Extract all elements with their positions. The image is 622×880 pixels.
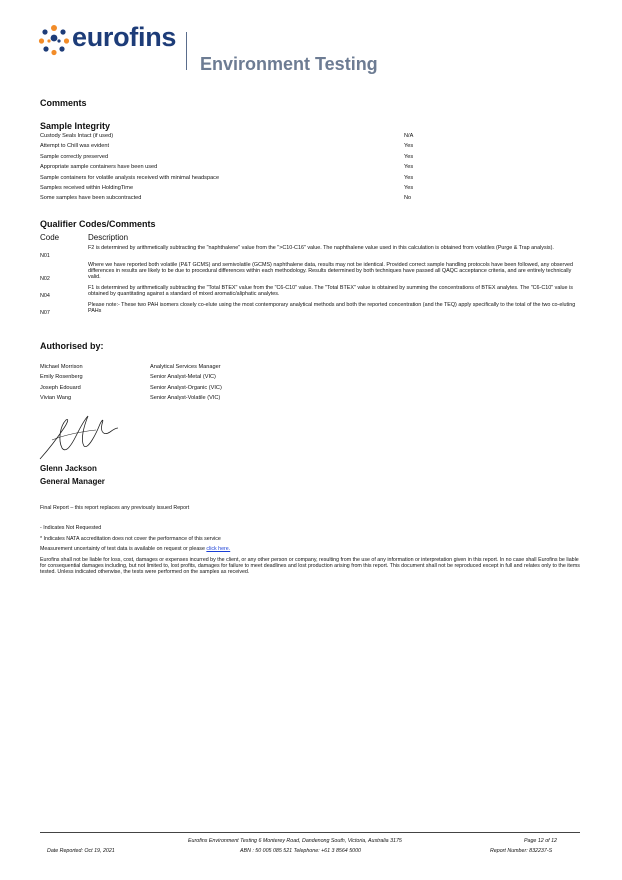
- table-row: [40, 154, 580, 164]
- not-requested-note: - Indicates Not Requested: [40, 525, 102, 531]
- signer-name: Glenn Jackson: [40, 464, 97, 473]
- uncertainty-text: Measurement uncertainty of test data is available on request or please: [40, 546, 205, 552]
- table-row: [40, 302, 580, 316]
- person-title: Senior Analyst-Organic (VIC): [150, 384, 222, 391]
- list-item: [40, 385, 340, 395]
- person-name: Vivian Wang: [40, 394, 72, 401]
- list-item: [40, 395, 340, 405]
- integrity-value: Yes: [404, 184, 414, 191]
- logo-divider: [186, 32, 187, 70]
- authorised-heading: Authorised by:: [40, 341, 104, 351]
- footer-divider: [40, 832, 580, 833]
- table-row: [40, 262, 580, 282]
- list-item: [40, 374, 340, 384]
- person-name: Michael Morrison: [40, 364, 83, 370]
- table-row: [40, 164, 580, 174]
- code-column-header: Code: [40, 233, 60, 242]
- eurofins-logo-dots: [38, 24, 70, 56]
- signature-image: [38, 410, 120, 462]
- qualifier-code: N01: [40, 253, 50, 259]
- table-row: [40, 185, 580, 195]
- integrity-label: Sample correctly preserved: [40, 153, 109, 160]
- table-row: [40, 245, 580, 259]
- qualifier-code: N07: [40, 310, 50, 316]
- qualifier-description: F2 is determined by arithmetically subtracting the "naphthalene" value from the ">C10-C16" value. The naphthalene value used in this calculation is obtained from volatiles (Purge & Trap analysis).: [88, 245, 554, 251]
- integrity-label: Samples received within HoldingTime: [40, 184, 134, 191]
- qualifier-code: N02: [40, 276, 50, 282]
- qualifier-description: Where we have reported both volatile (P&T GCMS) and semivolatile (GCMS) naphthalene data, results may not be identical. Provided correct sample handling protocols have been followed, any observed differences in results are likely to be due to procedural differences within each methodology. Results determined by both techniques have passed all QAQC acceptance criteria, and are entirely technically valid.: [88, 262, 574, 280]
- person-title: Analytical Services Manager: [150, 364, 221, 370]
- authorised-list: [40, 364, 340, 405]
- person-name: Emily Rosenberg: [40, 374, 83, 381]
- qualifier-heading: Qualifier Codes/Comments: [40, 219, 156, 229]
- sample-integrity-heading: Sample Integrity: [40, 121, 111, 131]
- integrity-value: Yes: [404, 153, 414, 160]
- signer-title: General Manager: [40, 477, 105, 486]
- footer-abn: ABN : 50 005 085 521 Telephone: +61 3 8564 5000: [240, 848, 362, 854]
- qualifier-code: N04: [40, 293, 50, 299]
- table-row: [40, 133, 580, 143]
- integrity-label: Sample containers for volatile analysis received with minimal headspace: [40, 174, 220, 181]
- footer-report-number: Report Number: 832237-S: [490, 848, 553, 854]
- disclaimer: Eurofins shall not be liable for loss, cost, damages or expenses incurred by the client, or any other person or company, resulting from the use of any information or interpretation given in this report. In no case shall Eurofins be liable for consequential damages including, but not limited to, lost profits, damages for failure to meet deadlines and lost production arising from this report. This document shall not be reproduced except in full and relates only to the items tested. Unless indicated otherwise, the tests were performed on the samples as received.: [40, 557, 580, 575]
- person-title: Senior Analyst-Volatile (VIC): [150, 394, 221, 401]
- list-item: [40, 364, 340, 374]
- sample-integrity-table: [40, 133, 580, 206]
- integrity-value: Yes: [404, 143, 414, 150]
- integrity-label: Some samples have been subcontracted: [40, 195, 142, 202]
- integrity-value: Yes: [404, 164, 414, 171]
- person-name: Joseph Edouard: [40, 384, 81, 391]
- footer-date-reported: Date Reported: Oct 19, 2021: [47, 848, 115, 854]
- comments-heading: Comments: [40, 98, 87, 108]
- division-title: Environment Testing: [200, 54, 378, 74]
- table-row: [40, 175, 580, 185]
- footer-page-number: Page 12 of 12: [524, 838, 557, 844]
- final-report-note: Final Report – this report replaces any previously issued Report: [40, 505, 190, 511]
- integrity-label: Attempt to Chill was evident: [40, 143, 110, 150]
- integrity-value: No: [404, 195, 412, 202]
- integrity-label: Custody Seals Intact (if used): [40, 133, 114, 139]
- description-column-header: Description: [88, 233, 129, 242]
- person-title: Senior Analyst-Metal (VIC): [150, 374, 216, 381]
- table-row: [40, 143, 580, 153]
- qualifier-description: Please note:- These two PAH isomers closely co-elute using the most contemporary analytical methods and both the reported concentration (and the TEQ) apply specifically to the total of the two co-eluting PAHs: [88, 302, 576, 314]
- brand-name: eurofins: [72, 22, 177, 52]
- integrity-label: Appropriate sample containers have been used: [40, 164, 158, 171]
- uncertainty-note: [40, 546, 230, 552]
- table-row: [40, 195, 580, 205]
- qualifier-description: F1 is determined by arithmetically subtracting the "Total BTEX" value from the "C6-C10" value. The "Total BTEX" value is obtained by summing the concentrations of BTEX analytes. The "C6-C10" value is obtained by quantitating against a standard of mixed aromatic/aliphatic analytes.: [88, 285, 573, 297]
- integrity-value: Yes: [404, 174, 414, 181]
- table-row: [40, 285, 580, 299]
- footer-address: Eurofins Environment Testing 6 Monterey Road, Dandenong South, Victoria, Australia 3175: [188, 838, 402, 844]
- integrity-value: N/A: [404, 133, 414, 139]
- nata-note: * Indicates NATA accreditation does not cover the performance of this service: [40, 536, 221, 542]
- click-here-link[interactable]: click here.: [206, 546, 231, 552]
